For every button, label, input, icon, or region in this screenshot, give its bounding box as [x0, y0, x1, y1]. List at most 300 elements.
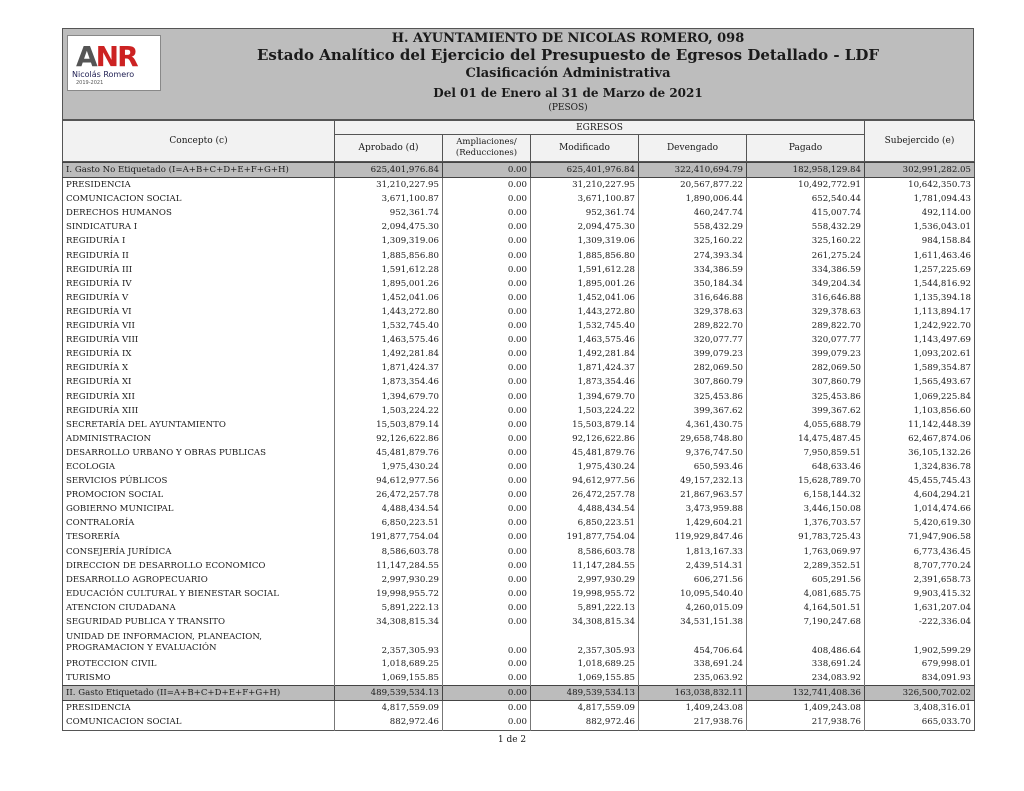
- cell-subejercido: 11,142,448.39: [865, 418, 975, 432]
- cell-subejercido: 326,500,702.02: [865, 686, 975, 701]
- cell-aprobado: 489,539,534.13: [335, 686, 443, 701]
- cell-devengado: 2,439,514.31: [639, 559, 747, 573]
- col-devengado: Devengado: [639, 135, 747, 162]
- cell-concepto: GOBIERNO MUNICIPAL: [66, 504, 174, 515]
- table-row: [63, 178, 975, 193]
- cell-devengado: 9,376,747.50: [639, 446, 747, 460]
- table-row: [63, 305, 975, 319]
- cell-modificado: 4,817,559.09: [531, 701, 639, 716]
- cell-subejercido: 10,642,350.73: [865, 178, 975, 193]
- cell-aprobado: 952,361.74: [335, 206, 443, 220]
- table-row: [63, 234, 975, 248]
- table-row: [63, 488, 975, 502]
- cell-modificado: 1,532,745.40: [531, 319, 639, 333]
- table-row: [63, 559, 975, 573]
- cell-aprobado: 11,147,284.55: [335, 559, 443, 573]
- cell-aprobado: 26,472,257.78: [335, 488, 443, 502]
- entity-title: H. AYUNTAMIENTO DE NICOLAS ROMERO, 098: [391, 31, 745, 46]
- cell-modificado: 1,463,575.46: [531, 333, 639, 347]
- report-header: [62, 28, 974, 120]
- cell-pagado: 329,378.63: [747, 305, 865, 319]
- cell-concepto: PROTECCION CIVIL: [66, 659, 157, 670]
- cell-devengado: 163,038,832.11: [639, 686, 747, 701]
- cell-subejercido: 984,158.84: [865, 234, 975, 248]
- cell-subejercido: 302,991,282.05: [865, 163, 975, 178]
- cell-devengado: 1,409,243.08: [639, 701, 747, 716]
- cell-devengado: 10,095,540.40: [639, 587, 747, 601]
- cell-devengado: 4,260,015.09: [639, 601, 747, 615]
- cell-concepto: SERVICIOS PÚBLICOS: [66, 476, 168, 487]
- cell-ampliaciones: 0.00: [443, 375, 531, 389]
- cell-concepto: CONTRALORÍA: [66, 518, 135, 529]
- cell-subejercido: 5,420,619.30: [865, 516, 975, 530]
- cell-ampliaciones: 0.00: [443, 192, 531, 206]
- cell-modificado: 11,147,284.55: [531, 559, 639, 573]
- cell-devengado: 235,063.92: [639, 671, 747, 686]
- cell-concepto: REGIDURÍA II: [66, 250, 129, 261]
- cell-pagado: 408,486.64: [747, 629, 865, 657]
- cell-modificado: 952,361.74: [531, 206, 639, 220]
- cell-devengado: 49,157,232.13: [639, 474, 747, 488]
- cell-concepto: ATENCION CIUDADANA: [66, 602, 176, 613]
- cell-concepto: EDUCACIÓN CULTURAL Y BIENESTAR SOCIAL: [66, 588, 279, 599]
- table-row: [63, 220, 975, 234]
- cell-ampliaciones: 0.00: [443, 163, 531, 178]
- classification-title: Clasificación Administrativa: [465, 66, 671, 81]
- cell-pagado: 325,453.86: [747, 390, 865, 404]
- cell-concepto: DESARROLLO URBANO Y OBRAS PUBLICAS: [66, 447, 266, 458]
- cell-devengado: 325,453.86: [639, 390, 747, 404]
- cell-aprobado: 6,850,223.51: [335, 516, 443, 530]
- cell-devengado: 282,069.50: [639, 361, 747, 375]
- cell-aprobado: 1,492,281.84: [335, 347, 443, 361]
- cell-aprobado: 625,401,976.84: [335, 163, 443, 178]
- cell-aprobado: 1,871,424.37: [335, 361, 443, 375]
- table-row: [63, 263, 975, 277]
- cell-ampliaciones: 0.00: [443, 390, 531, 404]
- cell-pagado: 182,958,129.84: [747, 163, 865, 178]
- cell-aprobado: 2,094,475.30: [335, 220, 443, 234]
- cell-modificado: 625,401,976.84: [531, 163, 639, 178]
- cell-ampliaciones: 0.00: [443, 701, 531, 716]
- cell-pagado: 415,007.74: [747, 206, 865, 220]
- table-row: [63, 601, 975, 615]
- cell-subejercido: 6,773,436.45: [865, 545, 975, 559]
- cell-devengado: 650,593.46: [639, 460, 747, 474]
- cell-concepto: DIRECCION DE DESARROLLO ECONOMICO: [66, 560, 266, 571]
- cell-pagado: 307,860.79: [747, 375, 865, 389]
- table-row: [63, 701, 975, 716]
- cell-pagado: 14,475,487.45: [747, 432, 865, 446]
- logo-subtitle: Nicolás Romero: [72, 70, 135, 79]
- cell-aprobado: 1,975,430.24: [335, 460, 443, 474]
- col-pagado: Pagado: [747, 135, 865, 162]
- cell-aprobado: 31,210,227.95: [335, 178, 443, 193]
- table-row: [63, 460, 975, 474]
- cell-subejercido: 2,391,658.73: [865, 573, 975, 587]
- cell-aprobado: 19,998,955.72: [335, 587, 443, 601]
- cell-ampliaciones: 0.00: [443, 418, 531, 432]
- col-concepto: Concepto (c): [63, 121, 335, 162]
- period-title: Del 01 de Enero al 31 de Marzo de 2021: [433, 86, 703, 100]
- cell-devengado: 20,567,877.22: [639, 178, 747, 193]
- cell-modificado: 3,671,100.87: [531, 192, 639, 206]
- cell-devengado: 3,473,959.88: [639, 502, 747, 516]
- cell-pagado: 289,822.70: [747, 319, 865, 333]
- cell-aprobado: 34,308,815.34: [335, 615, 443, 629]
- cell-concepto: REGIDURÍA XI: [66, 377, 132, 388]
- cell-subejercido: 492,114.00: [865, 206, 975, 220]
- cell-ampliaciones: 0.00: [443, 305, 531, 319]
- table-row: [63, 291, 975, 305]
- cell-ampliaciones: 0.00: [443, 263, 531, 277]
- cell-ampliaciones: 0.00: [443, 220, 531, 234]
- municipal-logo: [67, 35, 161, 91]
- cell-aprobado: 1,394,679.70: [335, 390, 443, 404]
- cell-modificado: 26,472,257.78: [531, 488, 639, 502]
- cell-ampliaciones: 0.00: [443, 573, 531, 587]
- col-subejercido: Subejercido (e): [865, 121, 975, 162]
- cell-modificado: 1,885,856.80: [531, 249, 639, 263]
- cell-ampliaciones: 0.00: [443, 601, 531, 615]
- table-row: [63, 629, 975, 657]
- cell-aprobado: 2,357,305.93: [335, 629, 443, 657]
- cell-devengado: 334,386.59: [639, 263, 747, 277]
- cell-subejercido: 1,536,043.01: [865, 220, 975, 234]
- cell-pagado: 316,646.88: [747, 291, 865, 305]
- table-row: [63, 347, 975, 361]
- cell-subejercido: 45,455,745.43: [865, 474, 975, 488]
- cell-pagado: 1,409,243.08: [747, 701, 865, 716]
- cell-concepto: REGIDURÍA III: [66, 264, 133, 275]
- cell-pagado: 91,783,725.43: [747, 530, 865, 544]
- cell-devengado: 350,184.34: [639, 277, 747, 291]
- cell-aprobado: 8,586,603.78: [335, 545, 443, 559]
- cell-aprobado: 1,885,856.80: [335, 249, 443, 263]
- cell-ampliaciones: 0.00: [443, 460, 531, 474]
- table-row: [63, 432, 975, 446]
- cell-pagado: 4,055,688.79: [747, 418, 865, 432]
- table-row: [63, 418, 975, 432]
- cell-subejercido: 665,033.70: [865, 715, 975, 730]
- cell-subejercido: 1,324,836.78: [865, 460, 975, 474]
- cell-pagado: 652,540.44: [747, 192, 865, 206]
- cell-modificado: 191,877,754.04: [531, 530, 639, 544]
- cell-subejercido: 1,113,894.17: [865, 305, 975, 319]
- cell-concepto: TESORERÍA: [66, 532, 120, 543]
- cell-pagado: 605,291.56: [747, 573, 865, 587]
- cell-modificado: 1,591,612.28: [531, 263, 639, 277]
- cell-devengado: 307,860.79: [639, 375, 747, 389]
- cell-aprobado: 2,997,930.29: [335, 573, 443, 587]
- cell-ampliaciones: 0.00: [443, 629, 531, 657]
- cell-devengado: 4,361,430.75: [639, 418, 747, 432]
- cell-subejercido: -222,336.04: [865, 615, 975, 629]
- col-aprobado: Aprobado (d): [335, 135, 443, 162]
- cell-modificado: 4,488,434.54: [531, 502, 639, 516]
- cell-ampliaciones: 0.00: [443, 446, 531, 460]
- cell-aprobado: 1,309,319.06: [335, 234, 443, 248]
- cell-aprobado: 92,126,622.86: [335, 432, 443, 446]
- table-row: [63, 715, 975, 730]
- cell-subejercido: 3,408,316.01: [865, 701, 975, 716]
- cell-devengado: 34,531,151.38: [639, 615, 747, 629]
- cell-subejercido: 1,093,202.61: [865, 347, 975, 361]
- cell-pagado: 15,628,789.70: [747, 474, 865, 488]
- cell-concepto: PRESIDENCIA: [66, 180, 131, 191]
- cell-pagado: 7,950,859.51: [747, 446, 865, 460]
- table-row: [63, 474, 975, 488]
- page-number: 1 de 2: [497, 735, 527, 745]
- cell-ampliaciones: 0.00: [443, 715, 531, 730]
- cell-devengado: 329,378.63: [639, 305, 747, 319]
- cell-pagado: 282,069.50: [747, 361, 865, 375]
- cell-modificado: 31,210,227.95: [531, 178, 639, 193]
- cell-pagado: 4,081,685.75: [747, 587, 865, 601]
- table-row: [63, 446, 975, 460]
- cell-aprobado: 5,891,222.13: [335, 601, 443, 615]
- cell-devengado: 289,822.70: [639, 319, 747, 333]
- cell-ampliaciones: 0.00: [443, 671, 531, 686]
- table-row: [63, 319, 975, 333]
- cell-subejercido: 834,091.93: [865, 671, 975, 686]
- cell-concepto: REGIDURÍA XIII: [66, 405, 139, 416]
- table-row: [63, 502, 975, 516]
- cell-ampliaciones: 0.00: [443, 530, 531, 544]
- cell-subejercido: 1,589,354.87: [865, 361, 975, 375]
- cell-concepto: DERECHOS HUMANOS: [66, 208, 172, 219]
- cell-concepto: COMUNICACION SOCIAL: [66, 717, 182, 728]
- cell-modificado: 19,998,955.72: [531, 587, 639, 601]
- subtotal-row: [63, 163, 975, 178]
- cell-pagado: 1,763,069.97: [747, 545, 865, 559]
- cell-concepto: REGIDURÍA XII: [66, 391, 135, 402]
- logo-mark: ANR: [76, 40, 137, 73]
- cell-concepto: REGIDURÍA I: [66, 236, 126, 247]
- cell-subejercido: 1,069,225.84: [865, 390, 975, 404]
- table-row: [63, 657, 975, 671]
- cell-pagado: 320,077.77: [747, 333, 865, 347]
- cell-devengado: 119,929,847.46: [639, 530, 747, 544]
- cell-concepto: SECRETARÍA DEL AYUNTAMIENTO: [66, 419, 226, 430]
- cell-subejercido: 1,143,497.69: [865, 333, 975, 347]
- cell-ampliaciones: 0.00: [443, 502, 531, 516]
- table-row: [63, 192, 975, 206]
- cell-subejercido: 1,631,207.04: [865, 601, 975, 615]
- cell-modificado: 2,094,475.30: [531, 220, 639, 234]
- cell-subejercido: 36,105,132.26: [865, 446, 975, 460]
- cell-ampliaciones: 0.00: [443, 361, 531, 375]
- cell-aprobado: 45,481,879.76: [335, 446, 443, 460]
- cell-devengado: 274,393.34: [639, 249, 747, 263]
- cell-modificado: 34,308,815.34: [531, 615, 639, 629]
- cell-devengado: 217,938.76: [639, 715, 747, 730]
- cell-pagado: 4,164,501.51: [747, 601, 865, 615]
- cell-pagado: 558,432.29: [747, 220, 865, 234]
- cell-pagado: 7,190,247.68: [747, 615, 865, 629]
- cell-aprobado: 1,873,354.46: [335, 375, 443, 389]
- cell-concepto: II. Gasto Etiquetado (II=A+B+C+D+E+F+G+H): [63, 686, 335, 701]
- cell-aprobado: 1,591,612.28: [335, 263, 443, 277]
- cell-subejercido: 1,135,394.18: [865, 291, 975, 305]
- table-row: [63, 545, 975, 559]
- cell-ampliaciones: 0.00: [443, 587, 531, 601]
- cell-devengado: 460,247.74: [639, 206, 747, 220]
- cell-subejercido: 1,544,816.92: [865, 277, 975, 291]
- cell-devengado: 325,160.22: [639, 234, 747, 248]
- table-row: [63, 530, 975, 544]
- table-row: [63, 375, 975, 389]
- cell-pagado: 217,938.76: [747, 715, 865, 730]
- cell-aprobado: 1,895,001.26: [335, 277, 443, 291]
- currency-label: (PESOS): [548, 103, 588, 113]
- cell-pagado: 10,492,772.91: [747, 178, 865, 193]
- cell-concepto: DESARROLLO AGROPECUARIO: [66, 574, 208, 585]
- cell-modificado: 1,871,424.37: [531, 361, 639, 375]
- report-sheet: [62, 28, 974, 731]
- col-modificado: Modificado: [531, 135, 639, 162]
- cell-modificado: 92,126,622.86: [531, 432, 639, 446]
- cell-pagado: 2,289,352.51: [747, 559, 865, 573]
- cell-ampliaciones: 0.00: [443, 516, 531, 530]
- cell-ampliaciones: 0.00: [443, 657, 531, 671]
- cell-devengado: 21,867,963.57: [639, 488, 747, 502]
- cell-modificado: 489,539,534.13: [531, 686, 639, 701]
- cell-ampliaciones: 0.00: [443, 432, 531, 446]
- cell-modificado: 1,443,272.80: [531, 305, 639, 319]
- cell-subejercido: 1,565,493.67: [865, 375, 975, 389]
- cell-modificado: 1,503,224.22: [531, 404, 639, 418]
- cell-subejercido: 71,947,906.58: [865, 530, 975, 544]
- cell-ampliaciones: 0.00: [443, 291, 531, 305]
- cell-modificado: 1,018,689.25: [531, 657, 639, 671]
- cell-ampliaciones: 0.00: [443, 474, 531, 488]
- cell-modificado: 94,612,977.56: [531, 474, 639, 488]
- cell-concepto: REGIDURÍA VIII: [66, 335, 139, 346]
- cell-subejercido: 1,257,225.69: [865, 263, 975, 277]
- cell-concepto: PRESIDENCIA: [66, 703, 131, 714]
- cell-ampliaciones: 0.00: [443, 277, 531, 291]
- cell-modificado: 6,850,223.51: [531, 516, 639, 530]
- cell-aprobado: 94,612,977.56: [335, 474, 443, 488]
- cell-devengado: 1,429,604.21: [639, 516, 747, 530]
- table-row: [63, 361, 975, 375]
- cell-aprobado: 1,463,575.46: [335, 333, 443, 347]
- cell-aprobado: 15,503,879.14: [335, 418, 443, 432]
- cell-ampliaciones: 0.00: [443, 545, 531, 559]
- cell-concepto: I. Gasto No Etiquetado (I=A+B+C+D+E+F+G+H): [63, 163, 335, 178]
- table-row: [63, 671, 975, 686]
- budget-table: [62, 162, 975, 731]
- cell-ampliaciones: 0.00: [443, 488, 531, 502]
- cell-ampliaciones: 0.00: [443, 559, 531, 573]
- cell-concepto: REGIDURÍA V: [66, 292, 129, 303]
- cell-ampliaciones: 0.00: [443, 333, 531, 347]
- cell-modificado: 1,895,001.26: [531, 277, 639, 291]
- cell-ampliaciones: 0.00: [443, 249, 531, 263]
- cell-aprobado: 882,972.46: [335, 715, 443, 730]
- cell-concepto: UNIDAD DE INFORMACION, PLANEACION, PROGRAMACION Y EVALUACIÓN: [66, 632, 263, 654]
- cell-pagado: 1,376,703.57: [747, 516, 865, 530]
- cell-modificado: 5,891,222.13: [531, 601, 639, 615]
- cell-pagado: 6,158,144.32: [747, 488, 865, 502]
- table-row: [63, 404, 975, 418]
- cell-ampliaciones: 0.00: [443, 615, 531, 629]
- cell-concepto: REGIDURÍA VI: [66, 306, 132, 317]
- cell-modificado: 1,492,281.84: [531, 347, 639, 361]
- table-row: [63, 573, 975, 587]
- table-row: [63, 249, 975, 263]
- cell-concepto: REGIDURÍA X: [66, 363, 129, 374]
- col-egresos: EGRESOS: [335, 121, 865, 135]
- cell-aprobado: 1,018,689.25: [335, 657, 443, 671]
- cell-ampliaciones: 0.00: [443, 686, 531, 701]
- cell-concepto: ECOLOGIA: [66, 461, 116, 472]
- cell-aprobado: 1,532,745.40: [335, 319, 443, 333]
- table-row: [63, 390, 975, 404]
- cell-devengado: 399,367.62: [639, 404, 747, 418]
- cell-modificado: 1,069,155.85: [531, 671, 639, 686]
- logo-years: 2019-2021: [76, 80, 104, 86]
- col-ampliaciones: Ampliaciones/ (Reducciones): [443, 135, 531, 162]
- cell-aprobado: 1,443,272.80: [335, 305, 443, 319]
- cell-devengado: 320,077.77: [639, 333, 747, 347]
- cell-pagado: 234,083.92: [747, 671, 865, 686]
- cell-modificado: 1,975,430.24: [531, 460, 639, 474]
- cell-subejercido: 62,467,874.06: [865, 432, 975, 446]
- cell-concepto: TURISMO: [66, 673, 111, 684]
- cell-pagado: 334,386.59: [747, 263, 865, 277]
- report-title: Estado Analítico del Ejercicio del Presupuesto de Egresos Detallado - LDF: [256, 46, 880, 64]
- table-row: [63, 516, 975, 530]
- cell-modificado: 1,452,041.06: [531, 291, 639, 305]
- subtotal-row: [63, 686, 975, 701]
- cell-aprobado: 1,503,224.22: [335, 404, 443, 418]
- cell-subejercido: 8,707,770.24: [865, 559, 975, 573]
- cell-subejercido: 1,902,599.29: [865, 629, 975, 657]
- cell-pagado: 349,204.34: [747, 277, 865, 291]
- cell-devengado: 454,706.64: [639, 629, 747, 657]
- cell-concepto: SEGURIDAD PUBLICA Y TRANSITO: [66, 617, 226, 627]
- cell-devengado: 399,079.23: [639, 347, 747, 361]
- cell-pagado: 3,446,150.08: [747, 502, 865, 516]
- cell-devengado: 29,658,748.80: [639, 432, 747, 446]
- cell-concepto: REGIDURÍA IV: [66, 278, 132, 289]
- cell-concepto: ADMINISTRACION: [66, 433, 152, 444]
- cell-concepto: COMUNICACION SOCIAL: [66, 194, 182, 205]
- cell-modificado: 8,586,603.78: [531, 545, 639, 559]
- cell-devengado: 558,432.29: [639, 220, 747, 234]
- cell-subejercido: 1,781,094.43: [865, 192, 975, 206]
- cell-concepto: REGIDURÍA VII: [66, 321, 135, 332]
- cell-modificado: 2,357,305.93: [531, 629, 639, 657]
- cell-modificado: 2,997,930.29: [531, 573, 639, 587]
- cell-pagado: 399,367.62: [747, 404, 865, 418]
- cell-pagado: 325,160.22: [747, 234, 865, 248]
- cell-subejercido: 679,998.01: [865, 657, 975, 671]
- cell-aprobado: 191,877,754.04: [335, 530, 443, 544]
- cell-subejercido: 1,103,856.60: [865, 404, 975, 418]
- table-row: [63, 277, 975, 291]
- cell-aprobado: 1,069,155.85: [335, 671, 443, 686]
- cell-ampliaciones: 0.00: [443, 404, 531, 418]
- cell-modificado: 15,503,879.14: [531, 418, 639, 432]
- cell-subejercido: 1,014,474.66: [865, 502, 975, 516]
- cell-ampliaciones: 0.00: [443, 178, 531, 193]
- cell-ampliaciones: 0.00: [443, 347, 531, 361]
- cell-ampliaciones: 0.00: [443, 319, 531, 333]
- cell-pagado: 261,275.24: [747, 249, 865, 263]
